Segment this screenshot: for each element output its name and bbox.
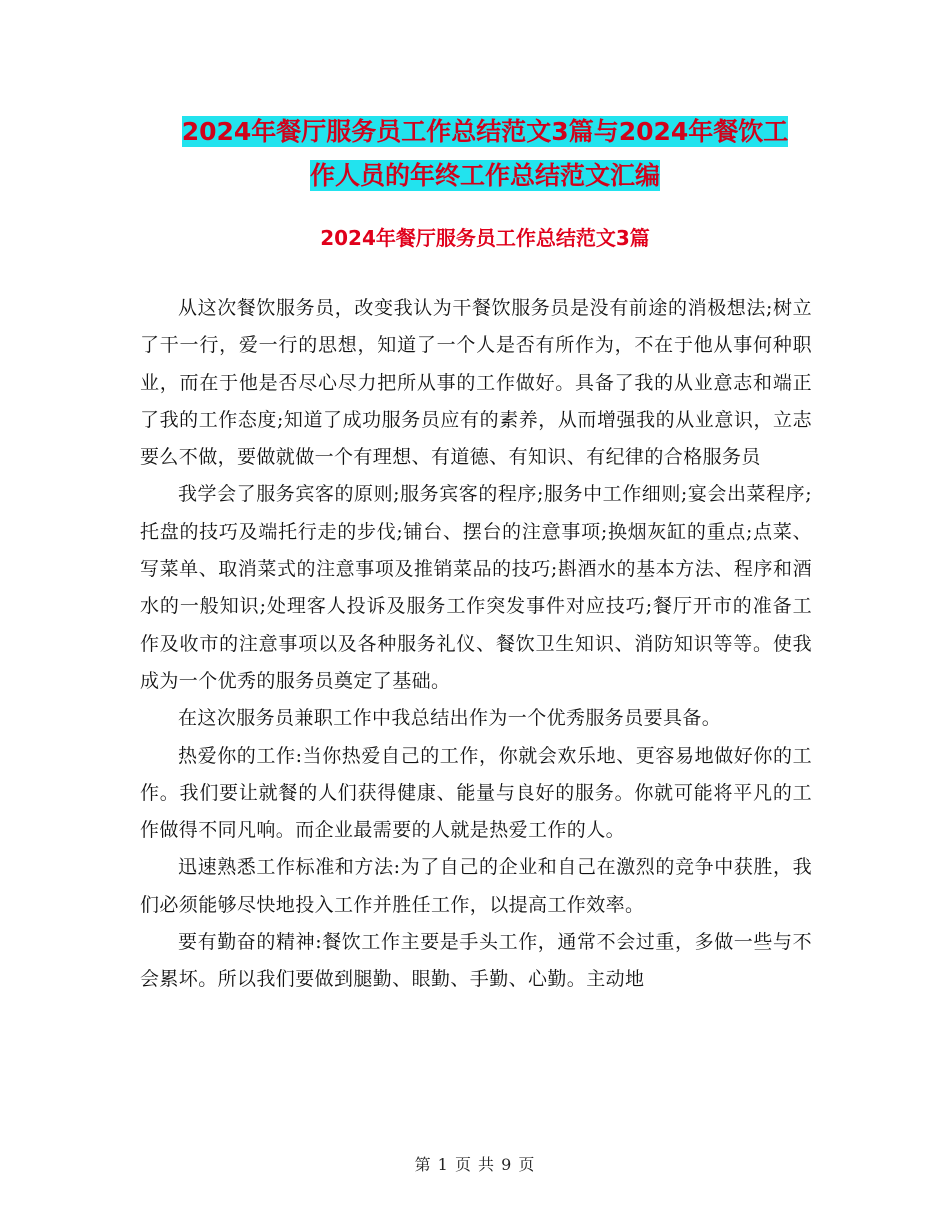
paragraph: 我学会了服务宾客的原则;服务宾客的程序;服务中工作细则;宴会出菜程序;托盘的技巧及端托行走的步伐;铺台、摆台的注意事项;换烟灰缸的重点;点菜、写菜单、取消菜式的注意事项及推销菜品的技巧;斟酒水的基本方法、程序和酒水的一般知识;处理客人投诉及服务工作突发事件对应技巧;餐厅开市的准备工作及收市的注意事项以及各种服务礼仪、餐饮卫生知识、消防知识等等。使我成为一个优秀的服务员奠定了基础。 bbox=[140, 483, 812, 692]
paragraph: 在这次服务员兼职工作中我总结出作为一个优秀服务员要具备。 bbox=[178, 707, 722, 730]
paragraph: 要有勤奋的精神:餐饮工作主要是手头工作，通常不会过重，多做一些与不会累坏。所以我们要做到腿勤、眼勤、手勤、心勤。主动地 bbox=[140, 931, 812, 991]
document-title bbox=[140, 110, 830, 198]
document-title-line-2: 作人员的年终工作总结范文汇编 bbox=[309, 161, 660, 190]
paragraph: 从这次餐饮服务员，改变我认为干餐饮服务员是没有前途的消极想法;树立了干一行，爱一行的思想，知道了一个人是否有所作为，不在于他从事何种职业，而在于他是否尽心尽力把所从事的工作做好。具备了我的从业意志和端正了我的工作态度;知道了成功服务员应有的素养，从而增强我的从业意识，立志要么不做，要做就做一个有理想、有道德、有知识、有纪律的合格服务员 bbox=[140, 297, 812, 469]
page-footer: 第 1 页 共 9 页 bbox=[414, 1155, 536, 1174]
section-title: 2024年餐厅服务员工作总结范文3篇 bbox=[320, 226, 650, 250]
paragraph: 热爱你的工作:当你热爱自己的工作，你就会欢乐地、更容易地做好你的工作。我们要让就餐的人们获得健康、能量与良好的服务。你就可能将平凡的工作做得不同凡响。而企业最需要的人就是热爱工作的人。 bbox=[140, 744, 812, 842]
document-body bbox=[140, 290, 812, 999]
paragraph: 迅速熟悉工作标准和方法:为了自己的企业和自己在激烈的竞争中获胜，我们必须能够尽快地投入工作并胜任工作，以提高工作效率。 bbox=[140, 856, 812, 916]
document-title-line-1: 2024年餐厅服务员工作总结范文3篇与2024年餐饮工 bbox=[181, 117, 789, 146]
